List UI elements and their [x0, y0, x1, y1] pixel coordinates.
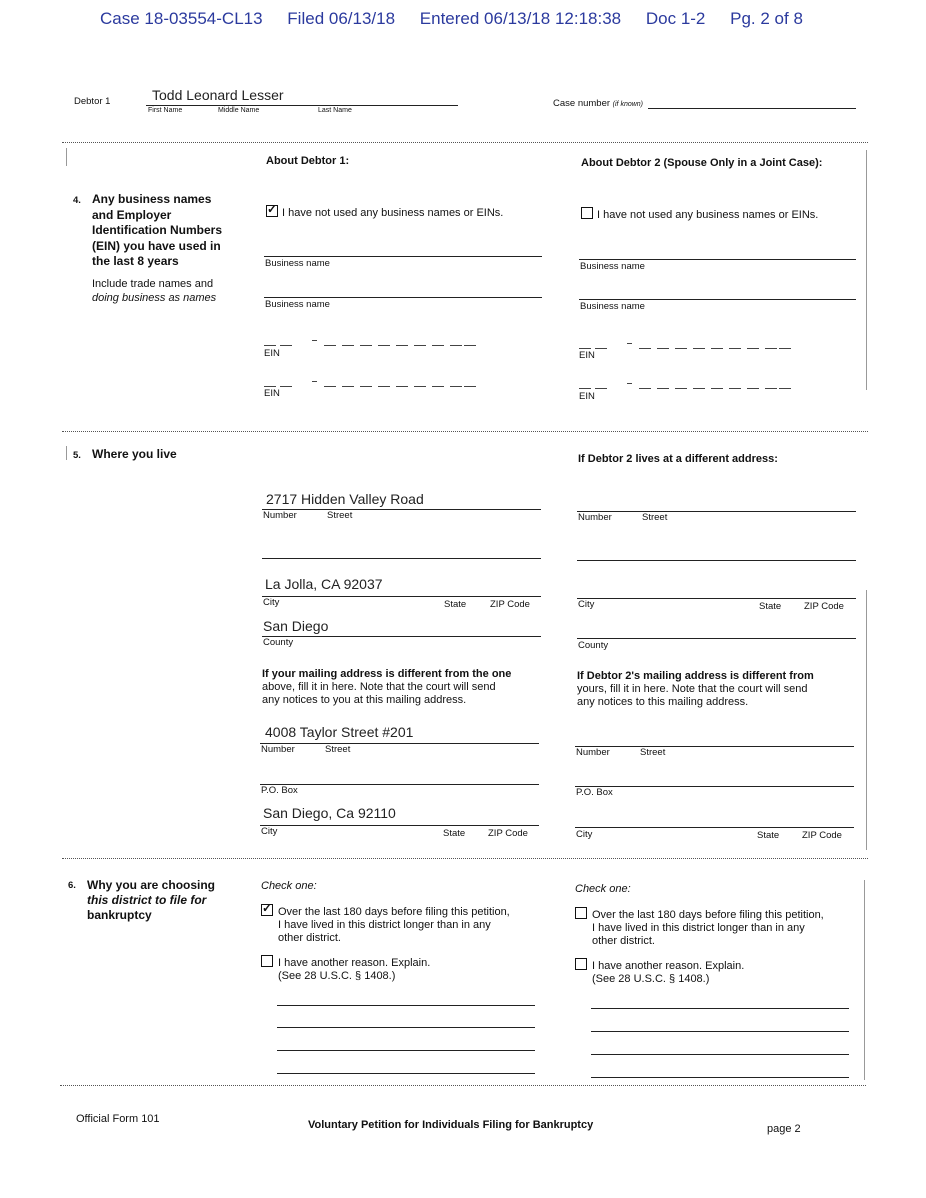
- state-label: State: [444, 599, 467, 610]
- section-divider: [62, 431, 868, 432]
- debtor2-county-line[interactable]: [577, 638, 856, 639]
- debtor2-explain-line[interactable]: [591, 1054, 849, 1055]
- number-label: Number: [576, 747, 610, 758]
- debtor1-county-value: San Diego: [263, 618, 329, 634]
- debtor1-option1-checkbox[interactable]: [261, 904, 273, 916]
- debtor1-mail-city-line[interactable]: [260, 825, 539, 826]
- zip-label: ZIP Code: [490, 599, 530, 610]
- option1-line: I have lived in this district longer than in any: [278, 919, 491, 931]
- state-label: State: [759, 601, 782, 612]
- debtor2-column-heading: About Debtor 2 (Spouse Only in a Joint Case):: [581, 157, 823, 169]
- debtor-name: Todd Leonard Lesser: [152, 87, 284, 103]
- option2-line2: (See 28 U.S.C. § 1408.): [278, 970, 396, 982]
- debtor2-mail-city-line[interactable]: [575, 827, 854, 828]
- debtor1-option2-text: [278, 957, 430, 983]
- debtor1-explain-line[interactable]: [277, 1073, 535, 1074]
- section-edge: [66, 148, 67, 166]
- section-edge: [866, 150, 867, 390]
- option2-line1: I have another reason. Explain.: [592, 960, 745, 972]
- number-label: Number: [261, 744, 295, 755]
- debtor1-explain-line[interactable]: [277, 1050, 535, 1051]
- page-count-stamp: Pg. 2 of 8: [730, 9, 803, 28]
- debtor2-option1-text: [592, 909, 824, 948]
- number-label: Number: [263, 510, 297, 521]
- debtor2-check-one: Check one:: [575, 883, 631, 895]
- mailing-note-line: any notices to you at this mailing address.: [262, 694, 467, 706]
- section6-number: 6.: [68, 880, 76, 891]
- mailing-note-line: yours, fill it in here. Note that the court will send: [577, 683, 808, 695]
- debtor1-street-value: 2717 Hidden Valley Road: [266, 491, 424, 507]
- section6-title: [87, 878, 215, 923]
- debtor2-option1[interactable]: [575, 907, 824, 947]
- debtor1-ein-label-1: EIN: [264, 348, 280, 359]
- debtor2-po-box-line[interactable]: [575, 786, 854, 787]
- debtor1-mail-street-value: 4008 Taylor Street #201: [265, 724, 414, 740]
- debtor1-option1-text: [278, 906, 510, 945]
- debtor2-ein-field-1[interactable]: [579, 343, 794, 363]
- section4-title-line: and Employer: [92, 207, 172, 222]
- debtor1-business-name-label-2: Business name: [265, 299, 330, 310]
- debtor2-option2-text: [592, 960, 744, 986]
- footer-page-number: page 2: [767, 1123, 801, 1135]
- street-label: Street: [642, 512, 668, 523]
- city-label: City: [578, 599, 595, 610]
- mailing-note-line: If your mailing address is different from the one: [262, 668, 512, 680]
- debtor2-business-name-label-1: Business name: [580, 261, 645, 272]
- street-label: Street: [640, 747, 666, 758]
- section4-title-line: the last 8 years: [92, 254, 179, 268]
- debtor1-no-business-option[interactable]: [266, 205, 503, 219]
- debtor2-different-address-heading: If Debtor 2 lives at a different address:: [578, 453, 778, 465]
- section4-title: [92, 192, 262, 270]
- debtor1-column-heading: About Debtor 1:: [266, 155, 350, 167]
- debtor1-check-one: Check one:: [261, 880, 317, 892]
- debtor1-business-name-label-1: Business name: [265, 258, 330, 269]
- debtor2-business-name-line-2[interactable]: [579, 299, 856, 300]
- mailing-note-line: If Debtor 2's mailing address is different from: [577, 670, 814, 682]
- section4-title-line: (EIN) you have used in: [92, 238, 221, 253]
- option2-line1: I have another reason. Explain.: [278, 957, 431, 969]
- street-label: Street: [325, 744, 351, 755]
- debtor2-option2-checkbox[interactable]: [575, 958, 587, 970]
- middle-name-label: Middle Name: [218, 107, 260, 114]
- debtor1-street-line-2[interactable]: [262, 558, 541, 559]
- mailing-note-line: above, fill it in here. Note that the court will send: [262, 681, 496, 693]
- city-label: City: [263, 597, 280, 608]
- city-label: City: [576, 829, 593, 840]
- debtor-name-line: [146, 105, 458, 106]
- debtor1-po-box-line[interactable]: [260, 784, 539, 785]
- section-divider: [62, 142, 868, 143]
- section-edge: [866, 590, 867, 850]
- county-label: County: [578, 640, 609, 651]
- po-box-label: P.O. Box: [576, 787, 613, 798]
- footer-form-name: Official Form 101: [76, 1113, 160, 1125]
- debtor2-no-business-option[interactable]: [581, 207, 818, 221]
- debtor2-business-name-label-2: Business name: [580, 301, 645, 312]
- debtor1-option2-checkbox[interactable]: [261, 955, 273, 967]
- debtor1-business-name-line-2[interactable]: [264, 297, 542, 298]
- debtor1-city-line[interactable]: [262, 596, 541, 597]
- filed-date-stamp: Filed 06/13/18: [287, 9, 396, 28]
- option1-line: I have lived in this district longer than in any: [592, 922, 805, 934]
- section4-title-line: Identification Numbers: [92, 223, 223, 237]
- debtor1-mail-street-line[interactable]: [260, 743, 539, 744]
- po-box-label: P.O. Box: [261, 785, 298, 796]
- debtor1-business-name-line-1[interactable]: [264, 256, 542, 257]
- last-name-label: Last Name: [318, 107, 352, 114]
- section5-number: 5.: [73, 450, 81, 461]
- section4-note-line2: doing business as names: [92, 292, 217, 304]
- debtor2-city-line[interactable]: [577, 598, 856, 599]
- debtor2-no-business-checkbox[interactable]: [581, 207, 593, 219]
- zip-label: ZIP Code: [804, 601, 844, 612]
- debtor1-no-business-checkbox[interactable]: [266, 205, 278, 217]
- section4-note: [92, 277, 216, 305]
- if-known-text: (if known): [612, 101, 644, 108]
- debtor2-mail-street-line[interactable]: [575, 746, 854, 747]
- debtor1-explain-line[interactable]: [277, 1005, 535, 1006]
- mailing-note-line: any notices to this mailing address.: [577, 696, 749, 708]
- option1-line: Over the last 180 days before filing this petition,: [592, 909, 824, 921]
- case-number-label: [553, 98, 643, 109]
- debtor-label: Debtor 1: [74, 96, 111, 107]
- debtor2-street-line[interactable]: [577, 511, 856, 512]
- case-number-line: [648, 108, 856, 109]
- debtor1-ein-field-1[interactable]: [264, 340, 479, 360]
- debtor2-ein-label-1: EIN: [579, 350, 595, 361]
- zip-label: ZIP Code: [802, 830, 842, 841]
- county-label: County: [263, 637, 294, 648]
- section4-note-line1: Include trade names and: [92, 278, 214, 290]
- debtor2-explain-line[interactable]: [591, 1031, 849, 1032]
- footer-title: Voluntary Petition for Individuals Filing for Bankruptcy: [308, 1119, 594, 1131]
- debtor2-business-name-line-1[interactable]: [579, 259, 856, 260]
- debtor1-mailing-note: [262, 668, 542, 707]
- entered-date-stamp: Entered 06/13/18 12:18:38: [419, 9, 622, 28]
- option2-line2: (See 28 U.S.C. § 1408.): [592, 973, 710, 985]
- section-edge: [66, 446, 67, 460]
- debtor2-ein-field-2[interactable]: [579, 383, 794, 403]
- street-label: Street: [327, 510, 353, 521]
- debtor1-no-business-label: I have not used any business names or EINs.: [282, 207, 504, 219]
- section5-title: Where you live: [92, 447, 177, 461]
- debtor1-county-line[interactable]: [262, 636, 541, 637]
- number-label: Number: [578, 512, 612, 523]
- doc-number-stamp: Doc 1-2: [645, 9, 706, 28]
- debtor2-explain-line[interactable]: [591, 1077, 849, 1078]
- zip-label: ZIP Code: [488, 828, 528, 839]
- section6-title-line3: bankruptcy: [87, 908, 152, 922]
- debtor2-option1-checkbox[interactable]: [575, 907, 587, 919]
- state-label: State: [757, 830, 780, 841]
- debtor2-no-business-label: I have not used any business names or EINs.: [597, 209, 819, 221]
- debtor1-mail-city-value: San Diego, Ca 92110: [263, 805, 396, 821]
- section6-title-line2: this district to file for: [87, 893, 207, 907]
- option1-line: Over the last 180 days before filing this petition,: [278, 906, 510, 918]
- debtor2-explain-line[interactable]: [591, 1008, 849, 1009]
- section6-title-line1: Why you are choosing: [87, 878, 216, 892]
- first-name-label: First Name: [148, 107, 183, 114]
- debtor2-option2[interactable]: [575, 958, 745, 985]
- state-label: State: [443, 828, 466, 839]
- debtor2-mailing-note: [577, 670, 857, 709]
- case-number-stamp: Case 18-03554-CL13: [100, 9, 263, 28]
- debtor1-city-value: La Jolla, CA 92037: [265, 576, 383, 592]
- case-number-text: Case number: [553, 98, 611, 109]
- debtor1-ein-label-2: EIN: [264, 388, 280, 399]
- section-divider: [62, 858, 868, 859]
- debtor2-ein-label-2: EIN: [579, 391, 595, 402]
- debtor1-option2[interactable]: [261, 955, 431, 982]
- section-divider: [60, 1085, 866, 1086]
- section-edge: [864, 880, 865, 1080]
- debtor1-option1[interactable]: [261, 904, 510, 944]
- court-stamp-header: [100, 9, 823, 29]
- debtor1-ein-field-2[interactable]: [264, 381, 479, 401]
- city-label: City: [261, 826, 278, 837]
- option1-line: other district.: [592, 935, 655, 947]
- debtor1-explain-line[interactable]: [277, 1027, 535, 1028]
- section4-number: 4.: [73, 195, 81, 206]
- debtor1-street-line[interactable]: [262, 509, 541, 510]
- debtor2-street-line-2[interactable]: [577, 560, 856, 561]
- option1-line: other district.: [278, 932, 341, 944]
- section4-title-line: Any business names: [92, 192, 212, 206]
